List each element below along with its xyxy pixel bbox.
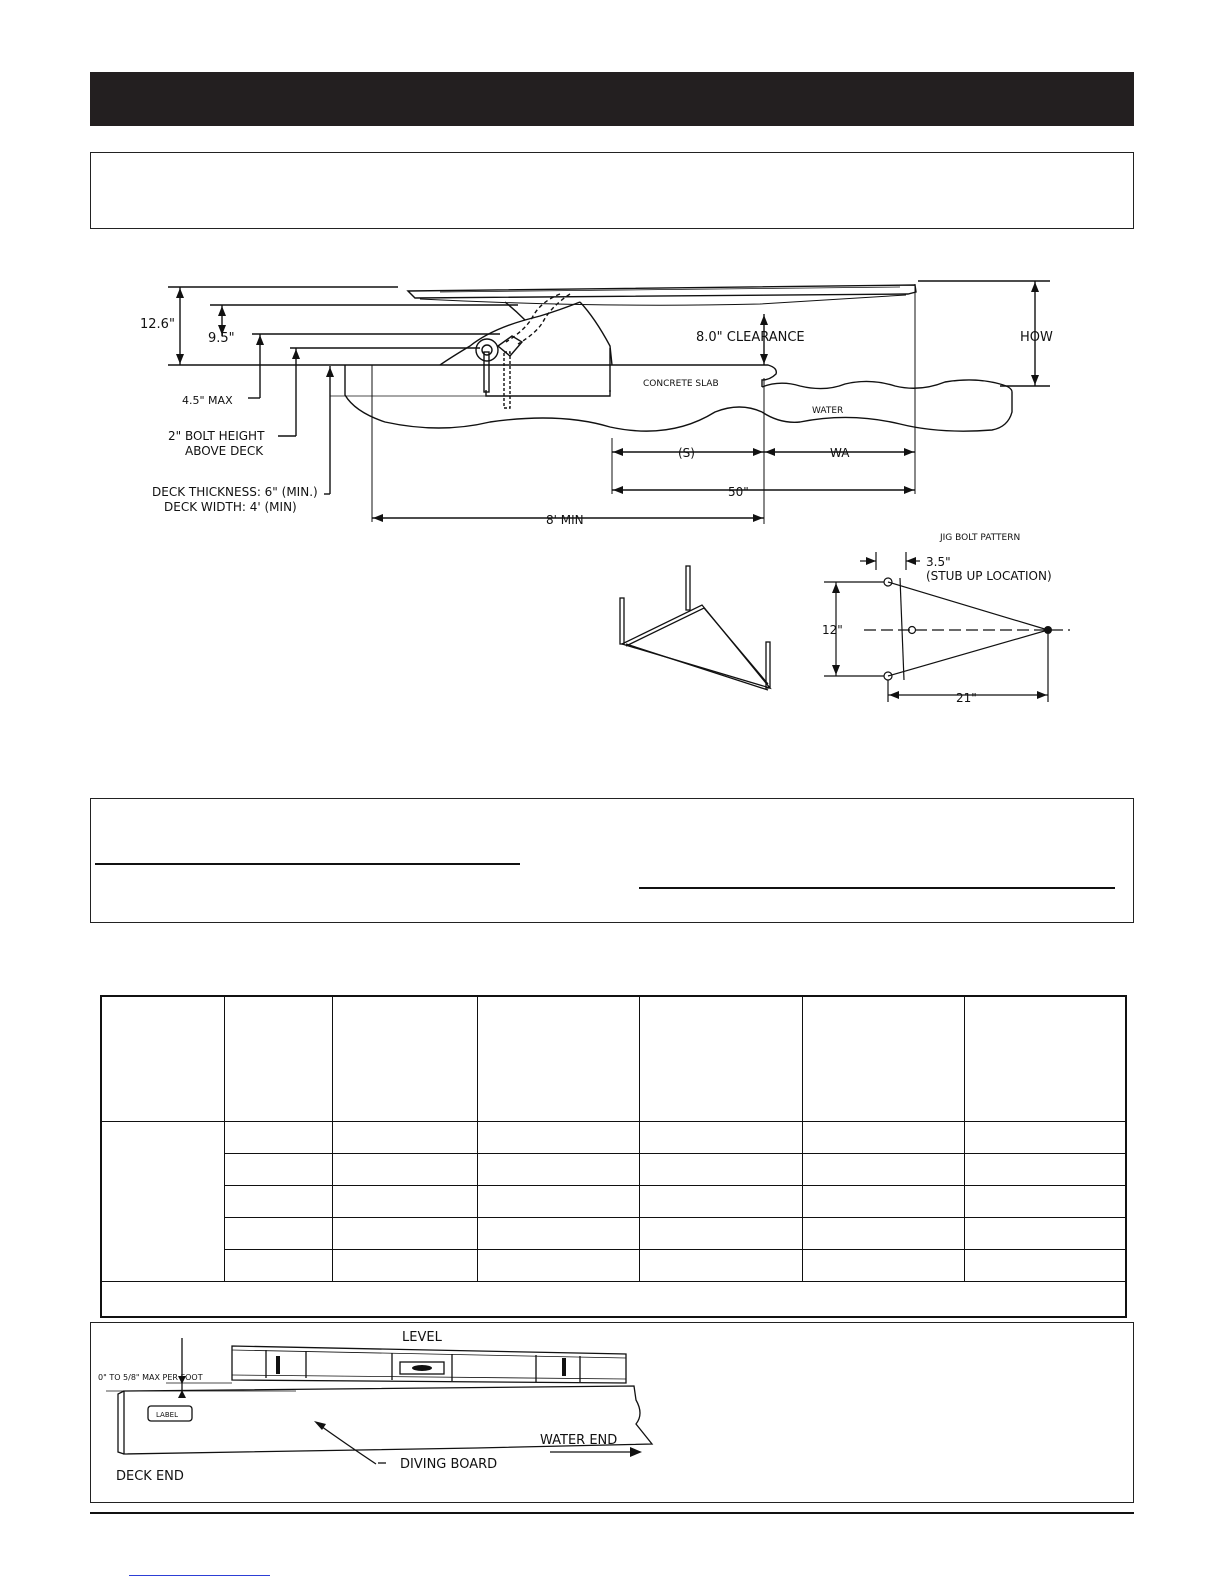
- table-cell: [802, 1122, 964, 1154]
- table-row: [101, 1186, 1126, 1218]
- dim-12-label: 12": [822, 623, 843, 637]
- dim-3-5-label: 3.5": [926, 555, 951, 569]
- underline-left: [95, 863, 520, 865]
- table-cell: [964, 1250, 1126, 1282]
- table-header-cell: [802, 996, 964, 1122]
- table-cell: [964, 1186, 1126, 1218]
- table-cell: [477, 1250, 639, 1282]
- table-cell: [332, 1218, 477, 1250]
- water-label: WATER: [812, 406, 844, 416]
- table-row: [101, 1122, 1126, 1154]
- dim-9-5-label: 9.5": [208, 331, 235, 346]
- dim-12-6-label: 12.6": [140, 317, 175, 332]
- jig-bolt-pattern-title: JIG BOLT PATTERN: [940, 533, 1021, 543]
- water-end-label: WATER END: [540, 1433, 618, 1448]
- table-footer-cell: [101, 1282, 1126, 1318]
- board-leveling-diagram: [96, 1328, 676, 1500]
- middle-note-box: [90, 798, 1134, 923]
- table-cell: [224, 1122, 332, 1154]
- table-row: [101, 1250, 1126, 1282]
- underline-right: [639, 887, 1115, 889]
- table-cell: [477, 1122, 639, 1154]
- level-label: LEVEL: [402, 1330, 442, 1345]
- table-cell: [224, 1186, 332, 1218]
- table-footer-row: [101, 1282, 1126, 1318]
- table-cell: [224, 1218, 332, 1250]
- top-note-box: [90, 152, 1134, 229]
- table-cell: [224, 1154, 332, 1186]
- table-cell: [639, 1122, 802, 1154]
- jig-isometric-drawing: [612, 560, 812, 710]
- dim-8-min-label: 8' MIN: [546, 513, 584, 527]
- table-cell: [639, 1154, 802, 1186]
- table-cell: [224, 1250, 332, 1282]
- table-header-cell: [224, 996, 332, 1122]
- wa-label: WA: [830, 446, 850, 460]
- specification-table: [100, 995, 1127, 1318]
- table-cell: [639, 1250, 802, 1282]
- table-cell: [964, 1154, 1126, 1186]
- section-header-bar: [90, 72, 1134, 126]
- table-header-cell: [477, 996, 639, 1122]
- dim-21-label: 21": [956, 691, 977, 705]
- deck-thickness-label: DECK THICKNESS: 6" (MIN.): [152, 485, 318, 499]
- table-cell: [802, 1218, 964, 1250]
- table-header-cell: [639, 996, 802, 1122]
- table-cell: [639, 1186, 802, 1218]
- table-header-row: [101, 996, 1126, 1122]
- table-cell: [477, 1186, 639, 1218]
- table-cell: [332, 1186, 477, 1218]
- table-cell: [332, 1250, 477, 1282]
- board-label-text: LABEL: [156, 1411, 178, 1419]
- stub-up-location-label: (STUB UP LOCATION): [926, 569, 1052, 583]
- deck-width-label: DECK WIDTH: 4' (MIN): [164, 500, 297, 514]
- table-header-cell: [101, 996, 224, 1122]
- diving-board-label: DIVING BOARD: [400, 1457, 498, 1472]
- max-per-foot-label: 0" TO 5/8" MAX PER FOOT: [98, 1373, 203, 1382]
- table-cell: [332, 1154, 477, 1186]
- deck-end-label: DECK END: [116, 1469, 184, 1484]
- table-header-cell: [964, 996, 1126, 1122]
- dim-50-label: 50": [728, 485, 749, 499]
- how-label: HOW: [1020, 330, 1053, 345]
- table-header-cell: [332, 996, 477, 1122]
- table-group-cell: [101, 1122, 224, 1282]
- table-cell: [964, 1218, 1126, 1250]
- footer-rule: [90, 1512, 1134, 1514]
- table-cell: [332, 1122, 477, 1154]
- footer-link-underline[interactable]: [129, 1575, 270, 1576]
- table-cell: [639, 1218, 802, 1250]
- s-label: (S): [678, 446, 695, 460]
- clearance-label: 8.0" CLEARANCE: [696, 330, 805, 345]
- table-row: [101, 1154, 1126, 1186]
- concrete-slab-label: CONCRETE SLAB: [643, 379, 719, 389]
- table-cell: [964, 1122, 1126, 1154]
- jig-bolt-pattern-drawing: [820, 530, 1120, 720]
- board-installation-diagram: [140, 262, 1100, 542]
- table-cell: [802, 1250, 964, 1282]
- table-row: [101, 1218, 1126, 1250]
- table-cell: [477, 1154, 639, 1186]
- dim-4-5-max-label: 4.5" MAX: [182, 394, 233, 407]
- table-cell: [802, 1186, 964, 1218]
- table-cell: [802, 1154, 964, 1186]
- table-cell: [477, 1218, 639, 1250]
- bolt-height-label: 2" BOLT HEIGHT: [168, 429, 265, 443]
- above-deck-label: ABOVE DECK: [185, 444, 264, 458]
